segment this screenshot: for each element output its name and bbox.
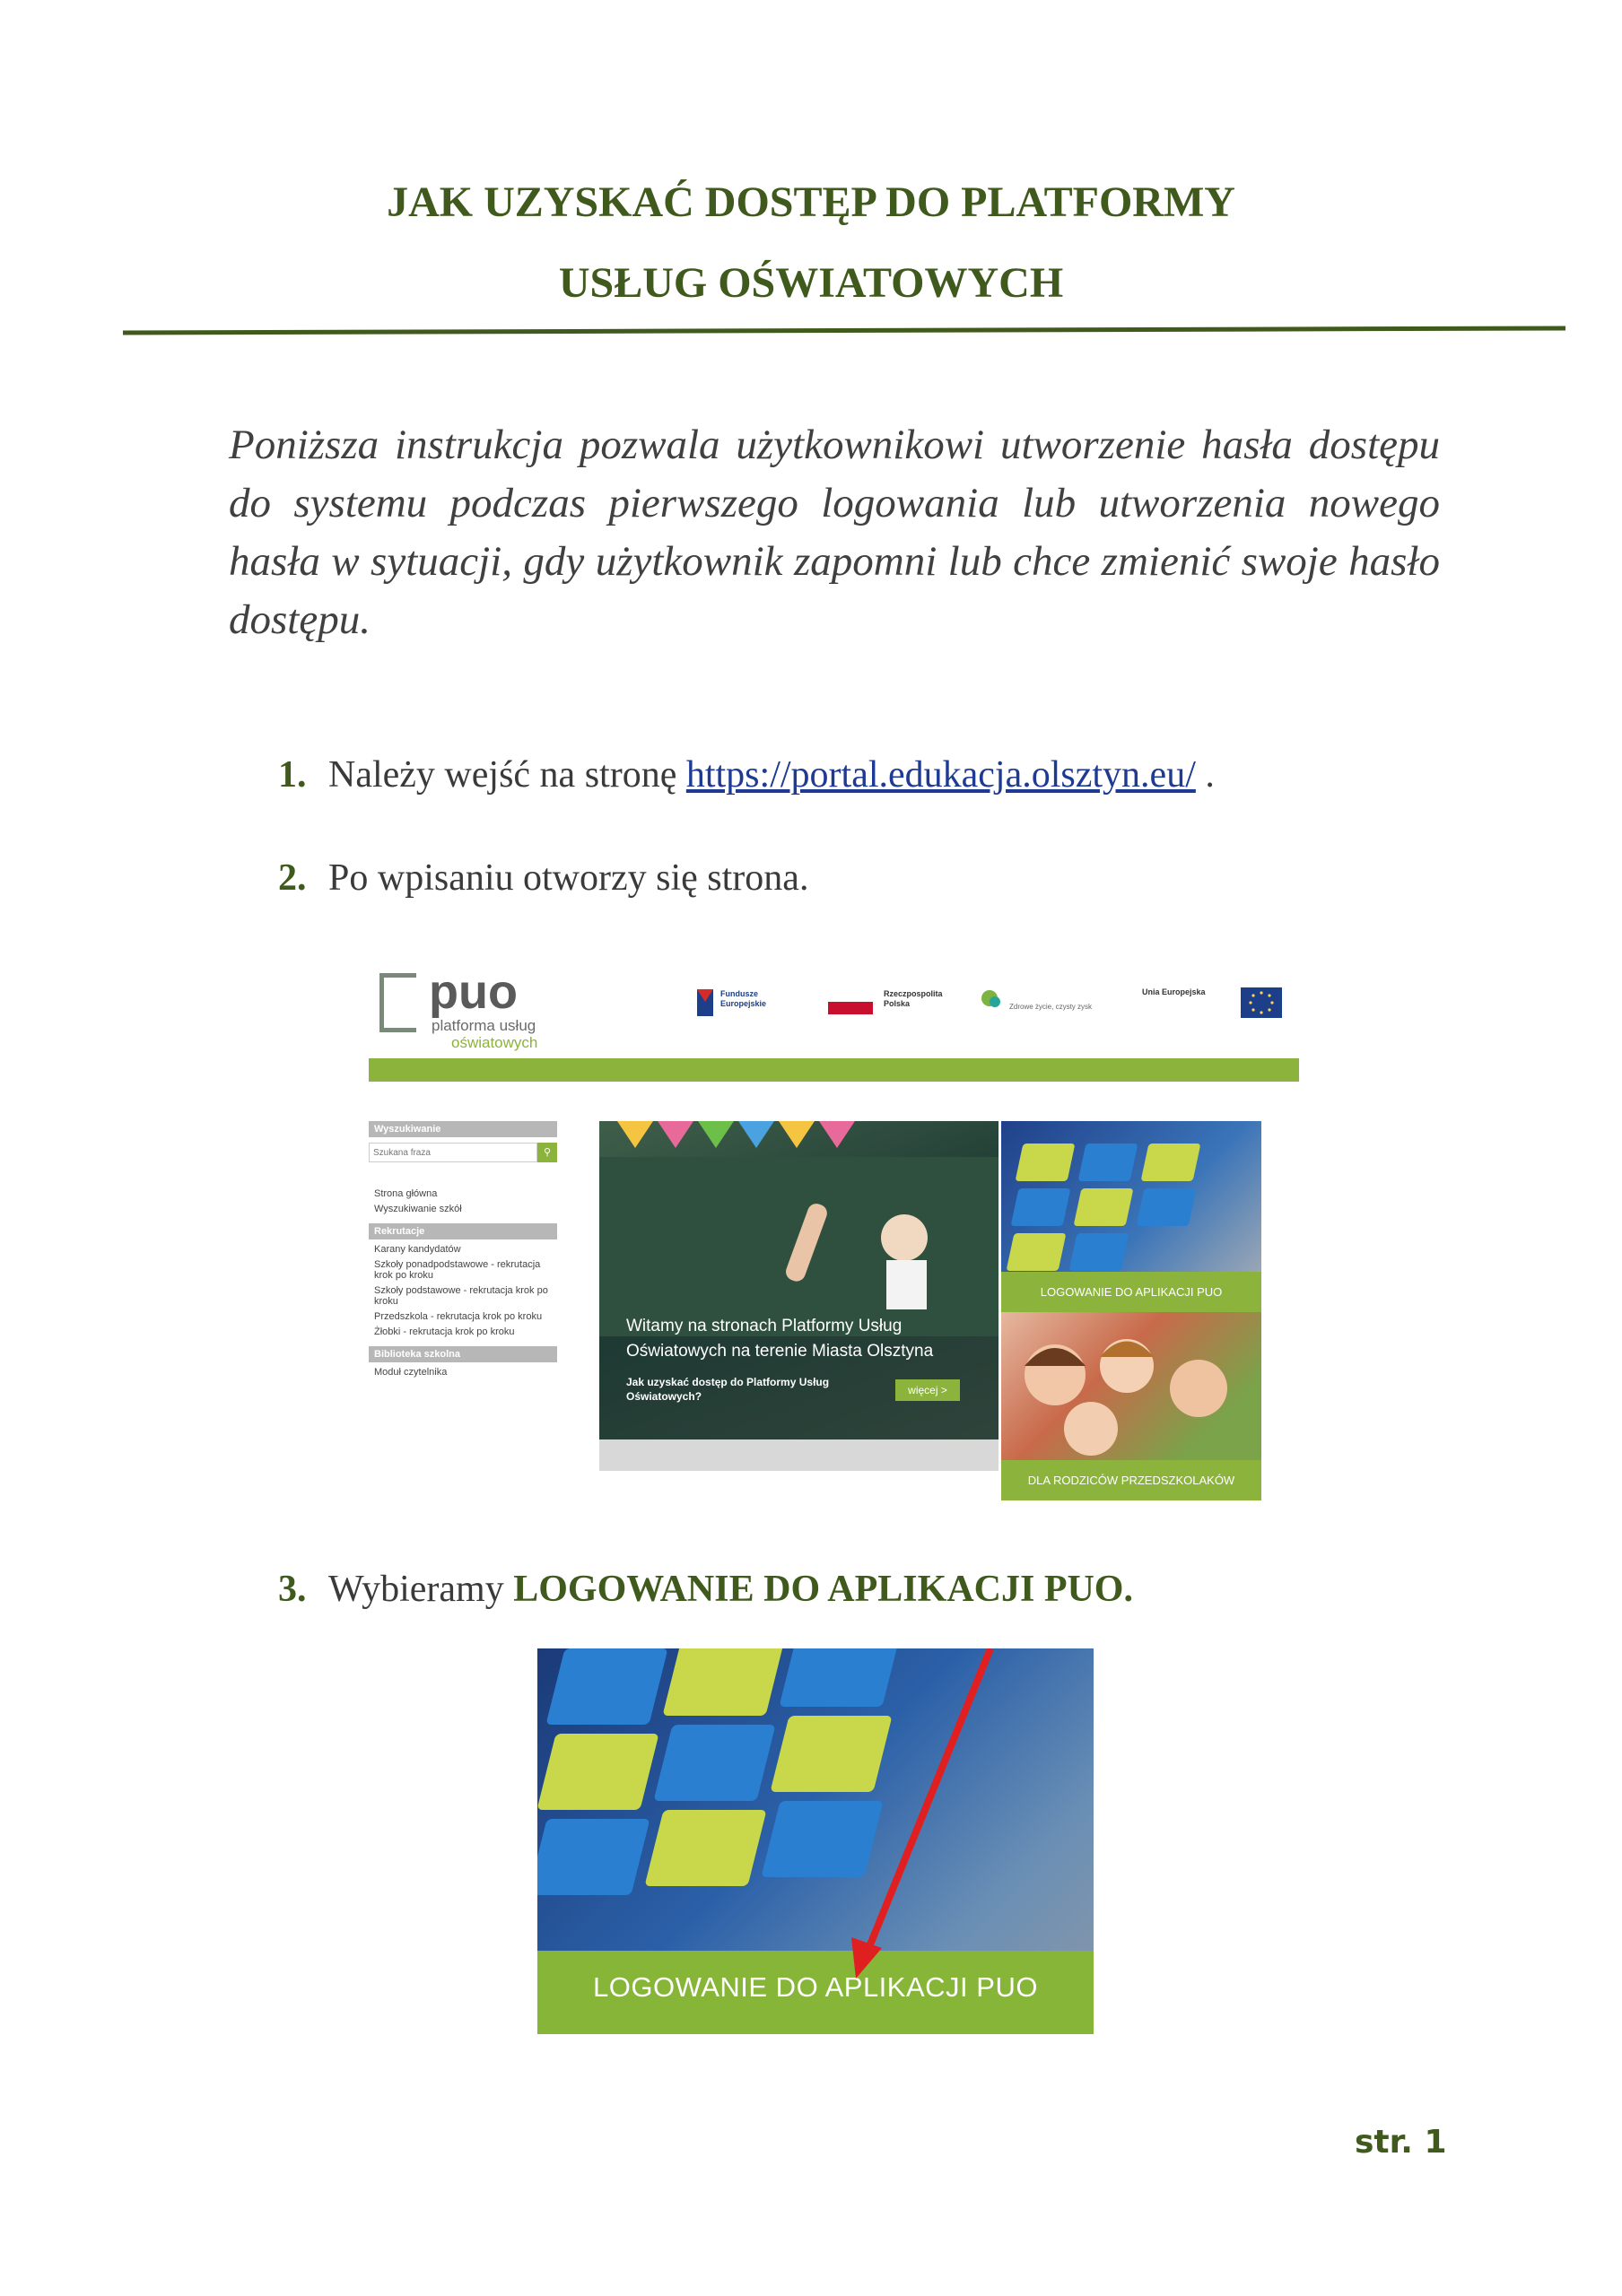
puo-logo-subtitle-2: oświatowych [451,1034,538,1051]
sidebar-link-reader-module[interactable]: Moduł czytelnika [374,1367,448,1378]
hero-banner [599,1121,998,1471]
login-app-button[interactable]: LOGOWANIE DO APLIKACJI PUO [1001,1272,1261,1312]
svg-text:Polska: Polska [884,999,911,1008]
svg-text:Unia Europejska: Unia Europejska [1142,987,1206,996]
eu-funds-logos [693,982,1286,1027]
sidebar-recruitment-heading: Rekrutacje [369,1223,557,1239]
sidebar-link-primary[interactable]: Szkoły podstawowe - rekrutacja krok po kroku [374,1285,548,1307]
portal-sidebar [369,1121,557,1498]
step-1-text: Należy wejść na stronę [328,754,686,796]
svg-text:Zdrowe życie, czysty zysk: Zdrowe życie, czysty zysk [1009,1003,1093,1011]
parents-preschool-button[interactable]: DLA RODZICÓW PRZEDSZKOLAKÓW [1001,1460,1261,1500]
sidebar-search-heading: Wyszukiwanie [369,1121,557,1137]
hero-welcome-text: Witamy na stronach Platformy Usług Oświatowych na terenie Miasta Olsztyna [626,1317,934,1361]
document-title-line-2: USŁUG OŚWIATOWYCH [558,259,1064,307]
step-1 [278,753,1215,796]
step-3-emphasis: LOGOWANIE DO APLIKACJI PUO. [513,1569,1133,1610]
step-2-number: 2. [278,857,307,899]
puo-logo-icon [379,973,416,1032]
document-title-line-1: JAK UZYSKAĆ DOSTĘP DO PLATFORMY [387,178,1235,226]
svg-text:Fundusze: Fundusze [720,989,758,998]
hero-question: Jak uzyskać dostęp do Platformy Usług Oświatowych? [626,1376,830,1403]
search-icon[interactable]: ⚲ [537,1143,557,1162]
step-3 [278,1568,1133,1611]
svg-text:Europejskie: Europejskie [720,999,767,1008]
children-photo-tile [1001,1312,1261,1460]
page-number: str. 1 [1355,2124,1447,2161]
tablet-app-tile-image [1001,1121,1261,1272]
title-divider [123,326,1565,335]
intro-paragraph: Poniższa instrukcja pozwala użytkownikowi utworzenie hasła dostępu do systemu podczas pierwszego logowania lub utworzenia nowego hasła w sytuacji, gdy użytkownik zapomni lub chce zmienić swoje hasło dostępu. [229,422,1440,643]
step-1-number: 1. [278,754,307,796]
portal-link[interactable]: https://portal.edukacja.olsztyn.eu/ [685,754,1196,796]
portal-homepage-screenshot [362,955,1299,1520]
sidebar-link-secondary[interactable]: Szkoły ponadpodstawowe - rekrutacja krok po kroku [374,1259,541,1281]
puo-logo-subtitle: platforma usług [432,1017,536,1034]
sidebar-library-heading: Biblioteka szkolna [369,1346,557,1362]
login-button-label: LOGOWANIE DO APLIKACJI PUO [593,1971,1038,2003]
hero-bottom-strip [599,1439,998,1471]
login-tile-zoom-screenshot [537,1648,1094,2034]
sidebar-link-preschool[interactable]: Przedszkola - rekrutacja krok po kroku [374,1311,543,1322]
hero-more-button[interactable]: więcej > [895,1379,960,1401]
step-2-text: Po wpisaniu otworzy się strona. [328,857,809,899]
step-2 [278,857,808,900]
bunting-flags [617,1121,976,1157]
step-3-number: 3. [278,1569,307,1610]
sidebar-link-home[interactable]: Strona główna [374,1188,438,1199]
sidebar-link-nursery[interactable]: Żłobki - rekrutacja krok po kroku [374,1326,515,1337]
raised-hand-illustration [761,1175,940,1309]
puo-logo-text: puo [429,965,518,1019]
portal-header-bar [369,1058,1299,1082]
red-arrow-icon [537,1648,1094,2034]
svg-text:Rzeczpospolita: Rzeczpospolita [884,989,943,998]
sidebar-link-school-search[interactable]: Wyszukiwanie szkół [374,1204,462,1214]
step-3-text: Wybieramy [328,1569,514,1610]
sidebar-link-candidates[interactable]: Karany kandydatów [374,1244,461,1255]
sidebar-search-input[interactable] [369,1143,537,1162]
step-1-tail: . [1195,754,1215,796]
sidebar-search [369,1143,557,1162]
